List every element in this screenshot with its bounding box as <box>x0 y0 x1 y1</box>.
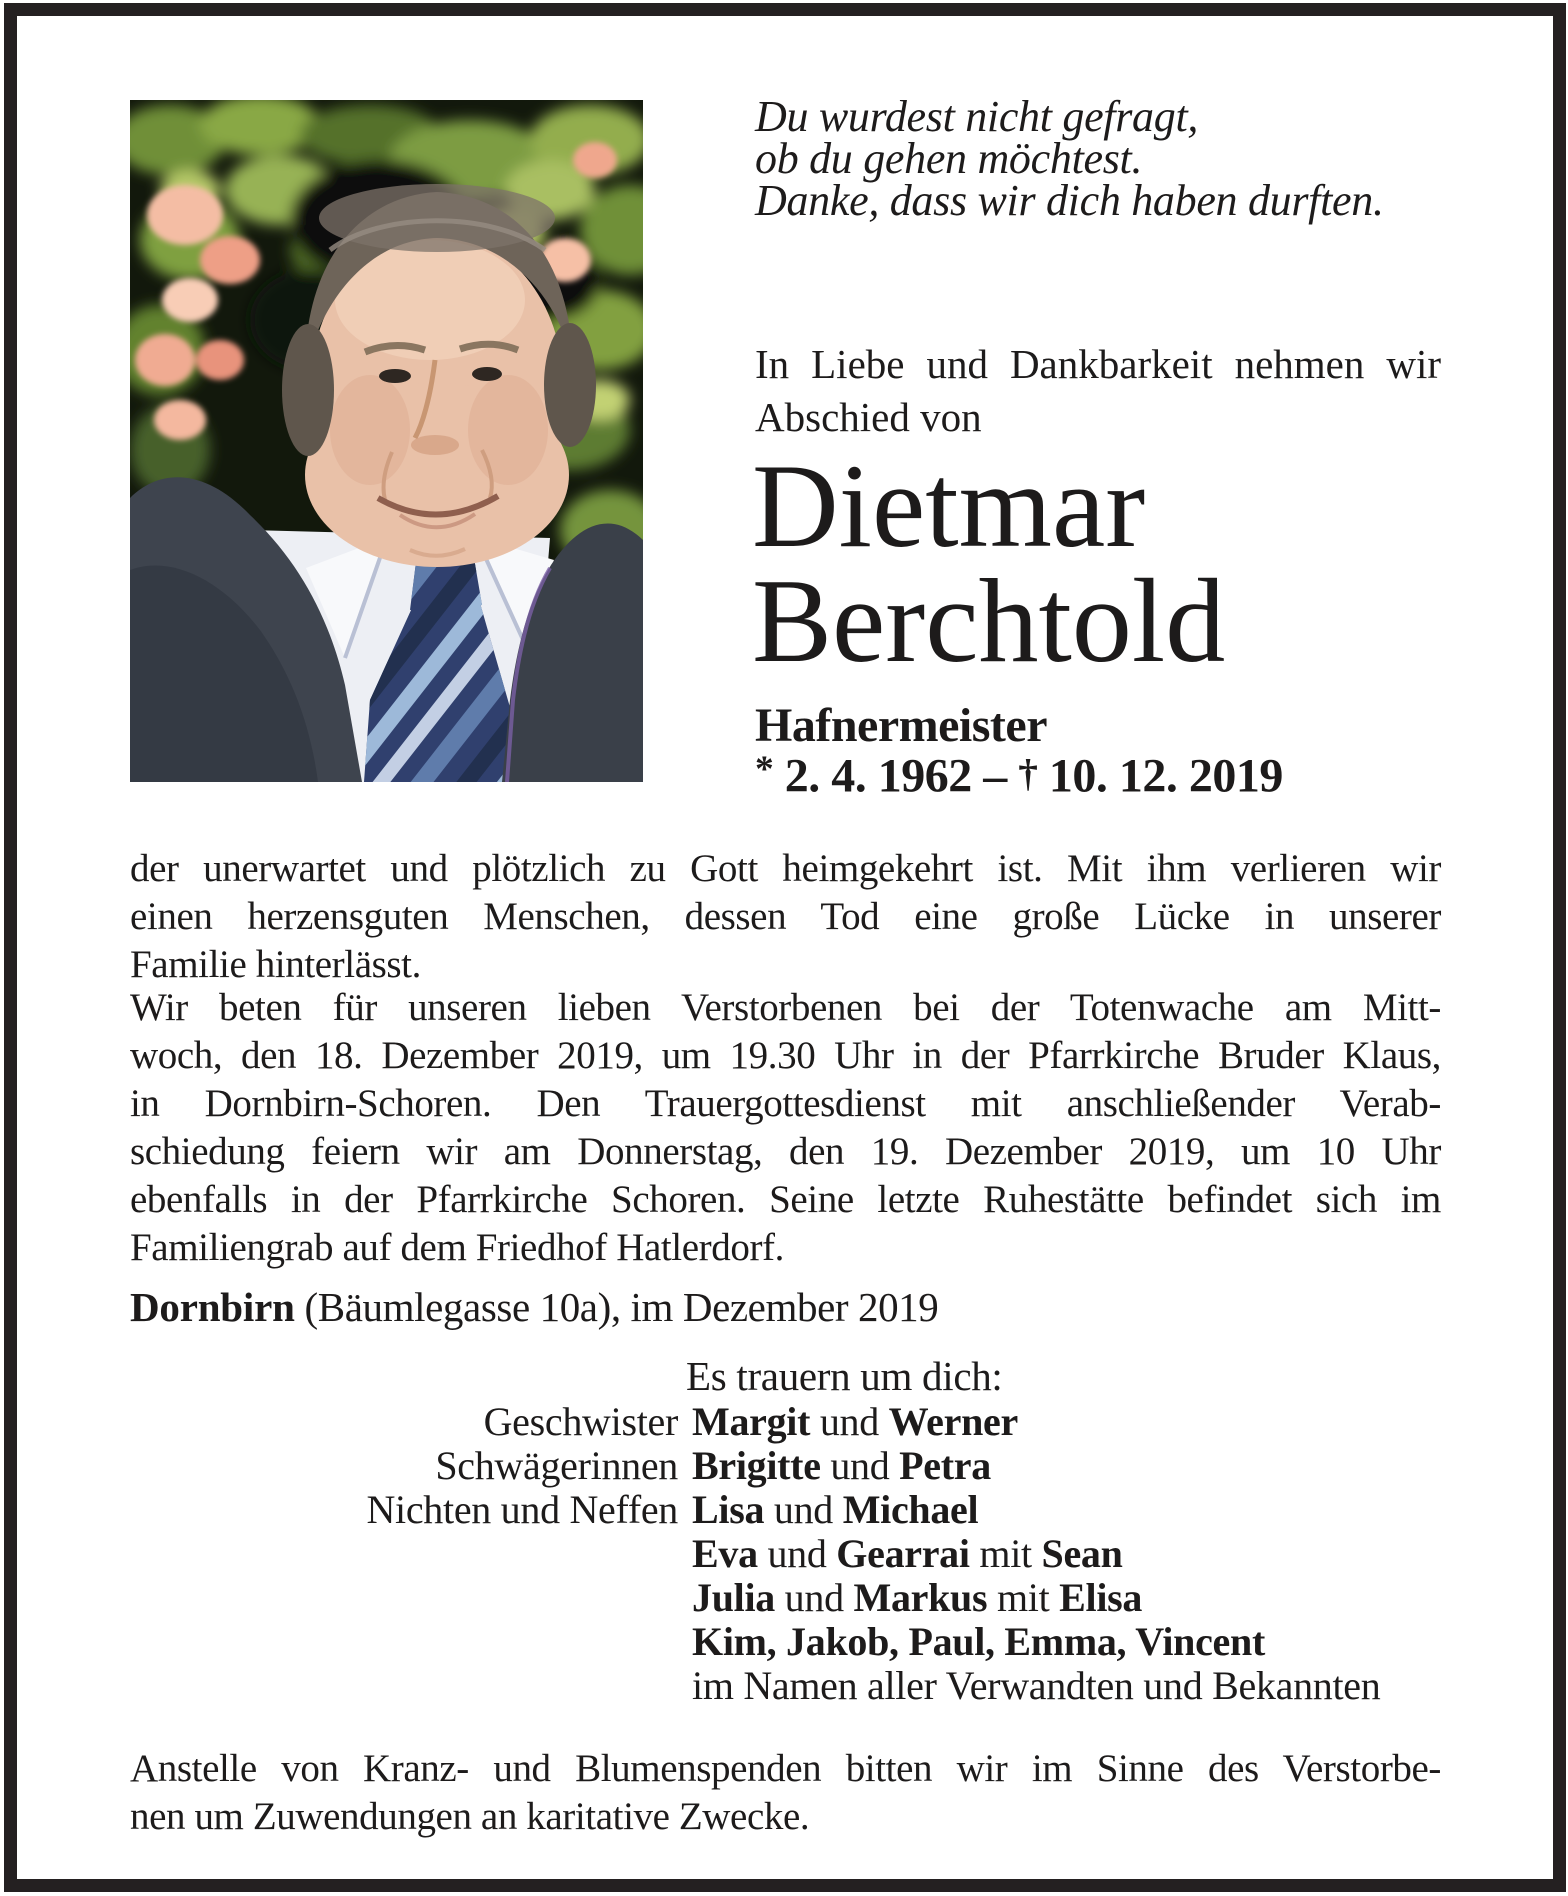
text-line: nen um Zuwendungen an karitative Zwecke. <box>130 1795 810 1838</box>
text-line: schiedung feiern wir am Donnerstag, den 19. Dezember 2019, um 10 Uhr <box>130 1130 1441 1173</box>
mourner-name: Werner <box>888 1399 1018 1444</box>
place-date-rest: (Bäumlegasse 10a), im Dezember 2019 <box>294 1284 939 1330</box>
mourner-row <box>130 1576 1441 1620</box>
mourner-connector: und <box>764 1487 843 1532</box>
mourner-name: Markus <box>853 1575 988 1620</box>
mourner-name: Sean <box>1041 1531 1123 1576</box>
mourner-name: Margit <box>692 1399 811 1444</box>
mourner-relation-label <box>130 1620 692 1664</box>
mourner-names <box>692 1620 1265 1664</box>
mourner-connector: und <box>820 1443 900 1488</box>
mourner-row <box>130 1664 1441 1708</box>
deceased-profession: Hafnermeister <box>755 699 1048 752</box>
mourner-relation-label <box>130 1664 692 1708</box>
death-symbol: † <box>1018 750 1038 795</box>
mourner-name: Michael <box>842 1487 979 1532</box>
text-line: Du wurdest nicht gefragt, <box>755 92 1199 141</box>
mourner-names <box>692 1488 978 1532</box>
mourner-row <box>130 1488 1441 1532</box>
deceased-last-name: Berchtold <box>752 554 1226 687</box>
date-separator: – <box>983 749 1007 803</box>
text-line: Abschied von <box>755 394 982 440</box>
mourners-intro: Es trauern um dich: <box>686 1353 1003 1399</box>
mourner-relation-label <box>130 1532 692 1576</box>
mourner-connector: und <box>757 1531 837 1576</box>
life-dates <box>755 748 1455 803</box>
deceased-name <box>752 439 1462 687</box>
mourner-connector: und <box>810 1399 889 1444</box>
mourner-row <box>130 1532 1441 1576</box>
text-line: Wir beten für unseren lieben Verstorbenen bei der Totenwache am Mitt- <box>130 986 1441 1029</box>
mourner-name: Brigitte <box>692 1443 821 1488</box>
text-line: einen herzensguten Menschen, dessen Tod eine große Lücke in unserer <box>130 895 1441 938</box>
text-line: ob du gehen möchtest. <box>755 134 1143 183</box>
deceased-first-name: Dietmar <box>752 439 1146 572</box>
text-line: der unerwartet und plötzlich zu Gott heimgekehrt ist. Mit ihm verlieren wir <box>130 847 1441 890</box>
mourner-name: Julia <box>692 1575 775 1620</box>
deceased-title-block <box>755 699 1455 803</box>
portrait-photo <box>130 100 643 782</box>
text-line: ebenfalls in der Pfarrkirche Schoren. Seine letzte Ruhestätte befindet sich im <box>130 1178 1441 1221</box>
mourner-connector: mit <box>969 1531 1042 1576</box>
service-info-paragraph <box>130 984 1441 1272</box>
text-line: in Dornbirn-Schoren. Den Trauergottesdienst mit anschließender Verab- <box>130 1082 1441 1125</box>
mourner-connector: und <box>774 1575 854 1620</box>
donation-note-paragraph <box>130 1745 1441 1841</box>
mourner-name: Petra <box>899 1443 991 1488</box>
mourner-name: Kim, Jakob, Paul, Emma, Vincent <box>692 1619 1265 1664</box>
mourner-name: Lisa <box>692 1487 765 1532</box>
mourners-list <box>130 1400 1441 1708</box>
mourner-name: Gearrai <box>836 1531 970 1576</box>
mourner-row <box>130 1400 1441 1444</box>
mourner-relation-label: Nichten und Neffen <box>366 1487 678 1532</box>
death-date: 10. 12. 2019 <box>1048 749 1283 803</box>
epigraph-verse <box>755 92 1450 225</box>
farewell-intro <box>755 338 1441 444</box>
obituary-paragraph <box>130 845 1441 989</box>
birth-symbol: * <box>755 749 774 790</box>
mourner-row <box>130 1620 1441 1664</box>
text-line: Familie hinterlässt. <box>130 943 421 986</box>
text-line: woch, den 18. Dezember 2019, um 19.30 Uhr in der Pfarrkirche Bruder Klaus, <box>130 1034 1441 1077</box>
text-line: Anstelle von Kranz- und Blumenspenden bitten wir im Sinne des Verstorbe- <box>130 1747 1441 1790</box>
mourner-connector: im Namen aller Verwandten und Bekannten <box>692 1663 1381 1708</box>
mourner-names <box>692 1664 1380 1708</box>
mourner-relation-label <box>130 1576 692 1620</box>
text-line: In Liebe und Dankbarkeit nehmen wir <box>755 341 1441 387</box>
mourner-row <box>130 1444 1441 1488</box>
portrait-photo-illustration <box>130 100 643 782</box>
mourner-relation-label: Schwägerinnen <box>435 1443 678 1488</box>
mourner-name: Eva <box>692 1531 758 1576</box>
mourner-relation-label: Geschwister <box>483 1399 678 1444</box>
mourner-connector: mit <box>987 1575 1060 1620</box>
mourner-names <box>692 1400 1018 1444</box>
text-line: Familiengrab auf dem Friedhof Hatlerdorf. <box>130 1226 784 1269</box>
mourner-names <box>692 1532 1123 1576</box>
place-date-line <box>130 1283 938 1331</box>
birth-date: 2. 4. 1962 <box>784 749 972 803</box>
mourner-name: Elisa <box>1059 1575 1143 1620</box>
place-name: Dornbirn <box>130 1284 295 1330</box>
text-line: Danke, dass wir dich haben durften. <box>755 176 1384 225</box>
mourner-names <box>692 1576 1142 1620</box>
mourner-names <box>692 1444 991 1488</box>
